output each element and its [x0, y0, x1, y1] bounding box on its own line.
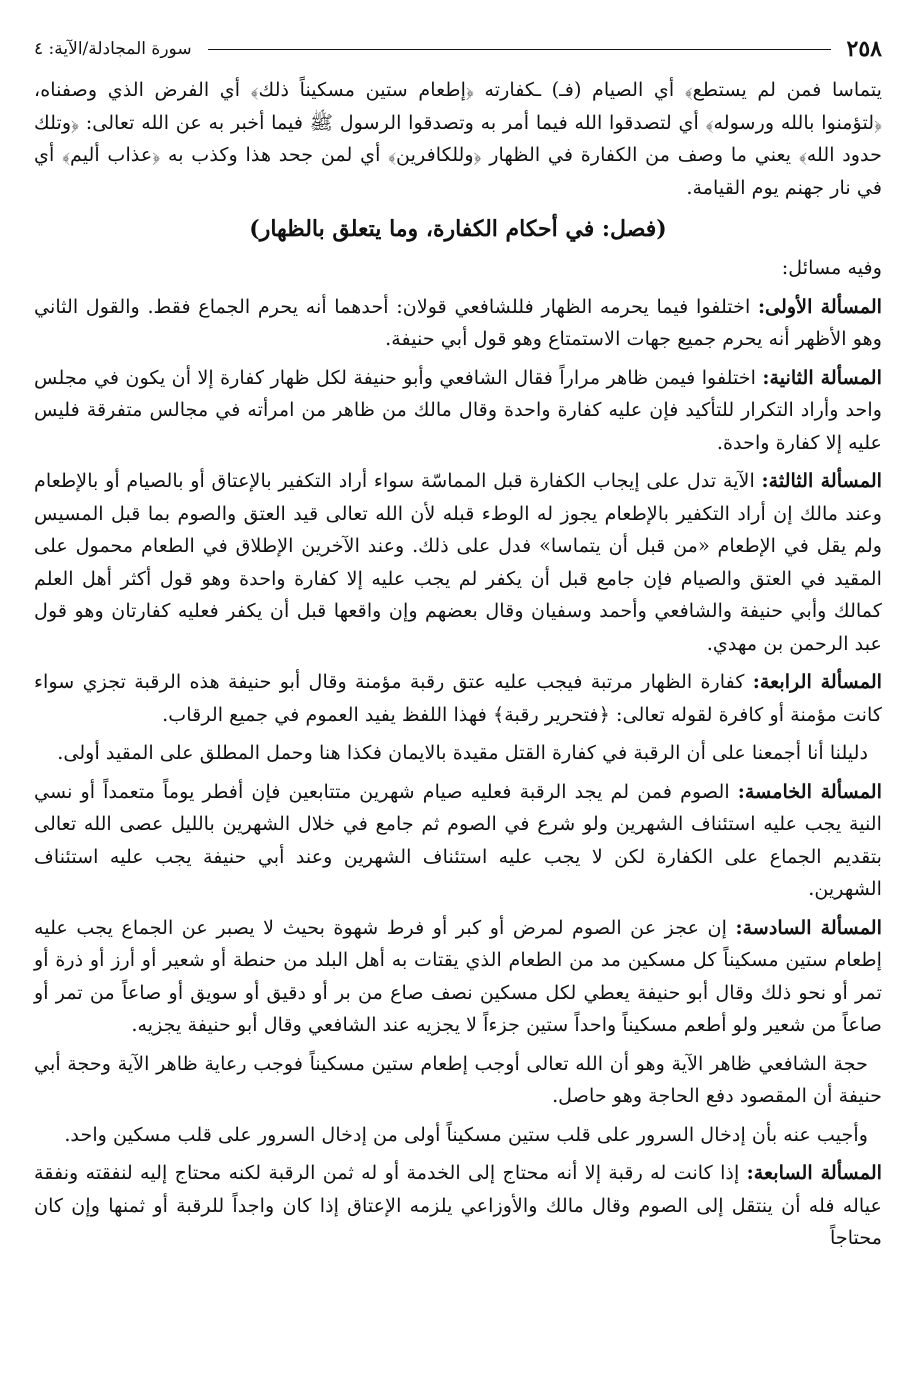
- masala-label: المسألة السادسة:: [735, 915, 882, 939]
- masala-text: اختلفوا فيمن ظاهر مراراً فقال الشافعي وأبو حنيفة لكل ظهار كفارة إلا أن يكون في مجلس واحد وأراد التكرار للتأكيد فإن عليه كفارة واحدة وقال مالك من ظاهر من امرأته في مجالس متفرقة فليس عليه إلا كفارة واحدة.: [34, 365, 882, 454]
- section-heading: (فصل: في أحكام الكفارة، وما يتعلق بالظهار): [249, 216, 667, 242]
- masala-4: [34, 666, 882, 731]
- running-title: سورة المجادلة/الآية: ٤: [34, 39, 192, 59]
- masala-label: المسألة الثالثة:: [761, 469, 882, 492]
- ujiba-paragraph: وأجيب عنه بأن إدخال السرور على قلب ستين مسكيناً أولى من إدخال السرور على قلب مسكين واحد.: [64, 1122, 868, 1146]
- intro-paragraph: يتماسا فمن لم يستطع﴾ أي الصيام (فـ) ـكفارته ﴿إطعام ستين مسكيناً ذلك﴾ أي الفرض الذي وصفناه، ﴿لتؤمنوا بالله ورسوله﴾ أي لتصدقوا الله فيما أمر به وتصدقوا الرسول ﷺ فيما أخبر به عن الله تعالى: ﴿وتلك حدود الله﴾ يعني ما وصف من الكفارة في الظهار ﴿وللكافرين﴾ أي لمن جحد هذا وكذب به ﴿عذاب أليم﴾ أي في نار جهنم يوم القيامة.: [34, 78, 882, 199]
- page-header: [34, 34, 882, 64]
- dalil-paragraph: دليلنا أنا أجمعنا على أن الرقبة في كفارة القتل مقيدة بالايمان فكذا هنا وحمل المطلق على المقيد أولى.: [57, 741, 868, 764]
- header-rule: [208, 49, 831, 50]
- masala-text: الآية تدل على إيجاب الكفارة قبل المماسّة سواء أراد التكفير بالإعتاق أو بالصيام أو بالإطعام وعند مالك إن أراد التكفير بالإطعام يجوز له الوطء قبله لأن الله تعالى قيد العتق والصوم بما قبل المسيس ولم يقل في الإطعام «من قبل أن يتماسا» فدل على ذلك. وعند الآخرين الإطلاق في الطعام محمول على المقيد في العتق والصيام فإن جامع قبل أن يكفر لم يجب عليه إلا كفارة واحدة وهو قول أكثر أهل العلم كمالك وأبي حنيفة والشافعي وأحمد وسفيان وقال بعضهم وإن واقعها قبل أن يكفر فعليه كفارتان وهو قول عبد الرحمن بن مهدي.: [34, 469, 882, 655]
- masala-label: المسألة السابعة:: [746, 1161, 882, 1184]
- masala-7: [34, 1157, 882, 1255]
- masala-text: كفارة الظهار مرتبة فيجب عليه عتق رقبة مؤمنة وقال أبو حنيفة هذه الرقبة تجزي سواء كانت مؤمنة أو كافرة لقوله تعالى: ﴿فتحرير رقبة﴾ فهذا اللفظ يفيد العموم في جميع الرقاب.: [34, 670, 882, 726]
- masala-label: المسألة الثانية:: [762, 365, 882, 389]
- masala-2: [34, 362, 882, 460]
- masala-label: المسألة الخامسة:: [737, 779, 882, 803]
- masala-label: المسألة الأولى:: [757, 294, 882, 318]
- masala-3: [34, 465, 882, 660]
- masala-6: [34, 912, 882, 1042]
- masala-text: اختلفوا فيما يحرمه الظهار فللشافعي قولان: أحدهما أنه يحرم الجماع فقط. والقول الثاني وهو الأظهر أنه يحرم جميع جهات الاستمتاع وهو قول أبي حنيفة.: [34, 294, 882, 350]
- masala-label: المسألة الرابعة:: [752, 670, 883, 693]
- masala-5: [34, 776, 882, 906]
- masala-1: [34, 291, 882, 356]
- masala-text: الصوم فمن لم يجد الرقبة فعليه صيام شهرين متتابعين فإن أفطر يوماً متعمداً أو نسي النية يجب عليه استئناف الشهرين ولو شرع في الصوم ثم جامع في خلال الشهرين بالليل عصى الله تعالى بتقديم الجماع على الكفارة لكن لا يجب عليه استئناف الشهرين وعند أبي حنيفة يجب عليه استئناف الشهرين.: [34, 779, 882, 900]
- masala-text: إن عجز عن الصوم لمرض أو كبر أو فرط شهوة بحيث لا يصبر عن الجماع يجب عليه إطعام ستين مسكيناً كل مسكين مد من الطعام الذي يقتات به أهل البلد من حنطة أو شعير أو أرز أو ذرة أو تمر أو نحو ذلك وقال أبو حنيفة يعطي لكل مسكين نصف صاع من بر أو دقيق أو سويق أو صاعاً من تمر أو صاعاً من شعير ولو أطعم مسكيناً واحداً ستين جزءاً لا يجزيه عند الشافعي وقال أبو حنيفة يجزيه.: [34, 915, 882, 1036]
- page-number: ٢٥٨: [846, 36, 882, 62]
- hujja-paragraph: حجة الشافعي ظاهر الآية وهو أن الله تعالى أوجب إطعام ستين مسكيناً فوجب رعاية ظاهر الآية وحجة أبي حنيفة أن المقصود دفع الحاجة وهو حاصل.: [34, 1051, 882, 1107]
- book-page: [34, 34, 882, 1261]
- masala-text: إذا كانت له رقبة إلا أنه محتاج إلى الخدمة أو له ثمن الرقبة لكنه محتاج إليه لنفقته ونفقة عياله فله أن ينتقل إلى الصوم وقال مالك والأوزاعي يلزمه الإعتاق إذا كان واجداً للرقبة أو ثمنها وإن كان محتاجاً: [34, 1161, 882, 1249]
- masail-intro: وفيه مسائل:: [781, 256, 882, 279]
